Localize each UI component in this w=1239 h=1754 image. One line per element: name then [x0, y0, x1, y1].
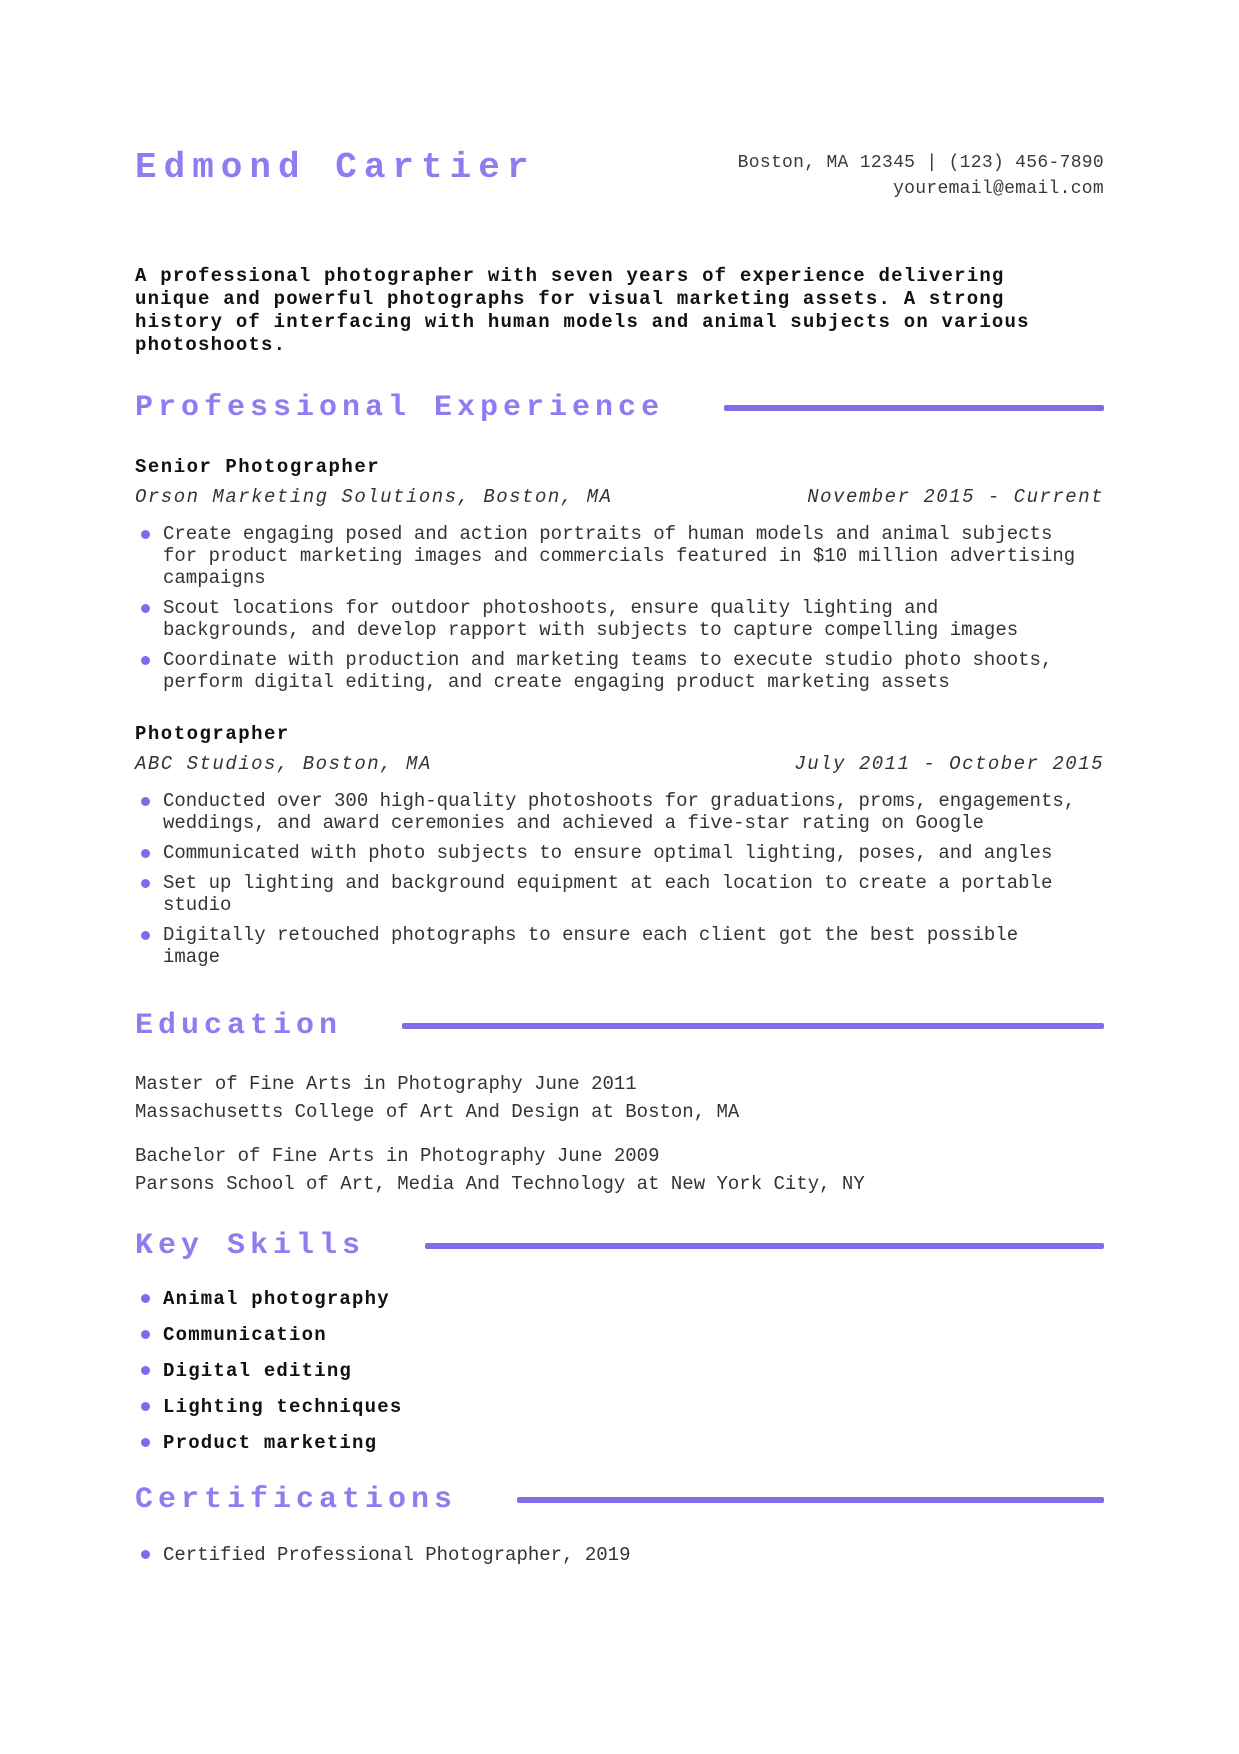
skill-item — [135, 1396, 1079, 1418]
section-title-experience: Professional Experience — [135, 391, 665, 425]
bullet-icon — [141, 849, 150, 858]
job-senior-photographer — [135, 455, 1104, 693]
skills-list — [135, 1288, 1079, 1454]
skill-text: Lighting techniques — [163, 1396, 403, 1418]
section-rule — [425, 1243, 1104, 1249]
skill-text: Digital editing — [163, 1360, 353, 1382]
contact-location-phone: Boston, MA 12345 | (123) 456-7890 — [737, 153, 1104, 173]
resume-header — [135, 148, 1104, 202]
job-bullet — [135, 790, 1079, 834]
bullet-text: Coordinate with production and marketing teams to execute studio photo shoots, perform digital editing, and create engaging product marketing assets — [163, 649, 1053, 693]
job-bullet — [135, 872, 1079, 916]
job-bullet — [135, 649, 1079, 693]
job-bullet — [135, 597, 1079, 641]
bullet-icon — [141, 1294, 150, 1303]
section-title-skills: Key Skills — [135, 1229, 366, 1263]
certification-text: Certified Professional Photographer, 2019 — [163, 1544, 631, 1566]
job-photographer — [135, 722, 1104, 968]
contact-info — [738, 150, 1104, 202]
bullet-icon — [141, 530, 150, 539]
section-rule — [517, 1497, 1104, 1503]
bullet-icon — [141, 1402, 150, 1411]
skill-item — [135, 1360, 1079, 1382]
job-bullet — [135, 523, 1079, 589]
section-rule — [402, 1023, 1104, 1029]
skill-text: Communication — [163, 1324, 327, 1346]
job-title: Senior Photographer — [135, 456, 381, 478]
education-school: Massachusetts College of Art And Design at Boston, MA — [135, 1101, 740, 1123]
bullet-icon — [141, 604, 150, 613]
job-bullet — [135, 924, 1079, 968]
bullet-icon — [141, 1366, 150, 1375]
bullet-text: Scout locations for outdoor photoshoots, ensure quality lighting and backgrounds, and develop rapport with subjects to capture compelling images — [163, 597, 1019, 641]
bullet-icon — [141, 1550, 150, 1559]
bullet-icon — [141, 879, 150, 888]
job-meta — [135, 485, 1104, 509]
section-heading-experience — [135, 390, 1104, 426]
education-entry — [135, 1142, 1104, 1198]
professional-summary: A professional photographer with seven years of experience delivering unique and powerful photographs for visual marketing assets. A strong history of interfacing with human models and animal subjects on various photoshoots. — [135, 265, 1030, 356]
job-company: Orson Marketing Solutions, Boston, MA — [135, 486, 613, 508]
skill-item — [135, 1432, 1079, 1454]
skill-item — [135, 1324, 1079, 1346]
bullet-icon — [141, 1438, 150, 1447]
job-title: Photographer — [135, 723, 290, 745]
bullet-text: Communicated with photo subjects to ensure optimal lighting, poses, and angles — [163, 842, 1053, 864]
job-dates: July 2011 - October 2015 — [794, 753, 1104, 775]
section-heading-education — [135, 1008, 1104, 1044]
job-company: ABC Studios, Boston, MA — [135, 753, 432, 775]
education-degree: Bachelor of Fine Arts in Photography June 2009 — [135, 1145, 660, 1167]
section-heading-certifications — [135, 1482, 1104, 1518]
education-school: Parsons School of Art, Media And Technology at New York City, NY — [135, 1173, 865, 1195]
certifications-list — [135, 1544, 1079, 1566]
bullet-icon — [141, 931, 150, 940]
skill-item — [135, 1288, 1079, 1310]
section-heading-skills — [135, 1228, 1104, 1264]
bullet-text: Digitally retouched photographs to ensure each client got the best possible image — [163, 924, 1019, 968]
bullet-text: Conducted over 300 high-quality photoshoots for graduations, proms, engagements, weddings, and award ceremonies and achieved a five-star rating on Google — [163, 790, 1076, 834]
job-bullet-list — [135, 523, 1079, 693]
bullet-text: Set up lighting and background equipment at each location to create a portable studio — [163, 872, 1053, 916]
education-entry — [135, 1070, 1104, 1126]
education-degree: Master of Fine Arts in Photography June 2011 — [135, 1073, 637, 1095]
skill-text: Animal photography — [163, 1288, 390, 1310]
job-meta — [135, 752, 1104, 776]
bullet-icon — [141, 1330, 150, 1339]
job-bullet-list — [135, 790, 1079, 968]
certification-item — [135, 1544, 1079, 1566]
skill-text: Product marketing — [163, 1432, 378, 1454]
section-title-certifications: Certifications — [135, 1483, 458, 1517]
bullet-text: Create engaging posed and action portraits of human models and animal subjects for product marketing images and commercials featured in $10 million advertising campaigns — [163, 523, 1076, 589]
job-bullet — [135, 842, 1079, 864]
section-rule — [724, 405, 1104, 411]
contact-email: youremail@email.com — [893, 179, 1104, 199]
job-dates: November 2015 - Current — [807, 486, 1104, 508]
bullet-icon — [141, 797, 150, 806]
bullet-icon — [141, 656, 150, 665]
section-title-education: Education — [135, 1009, 343, 1043]
candidate-name: Edmond Cartier — [135, 147, 536, 188]
